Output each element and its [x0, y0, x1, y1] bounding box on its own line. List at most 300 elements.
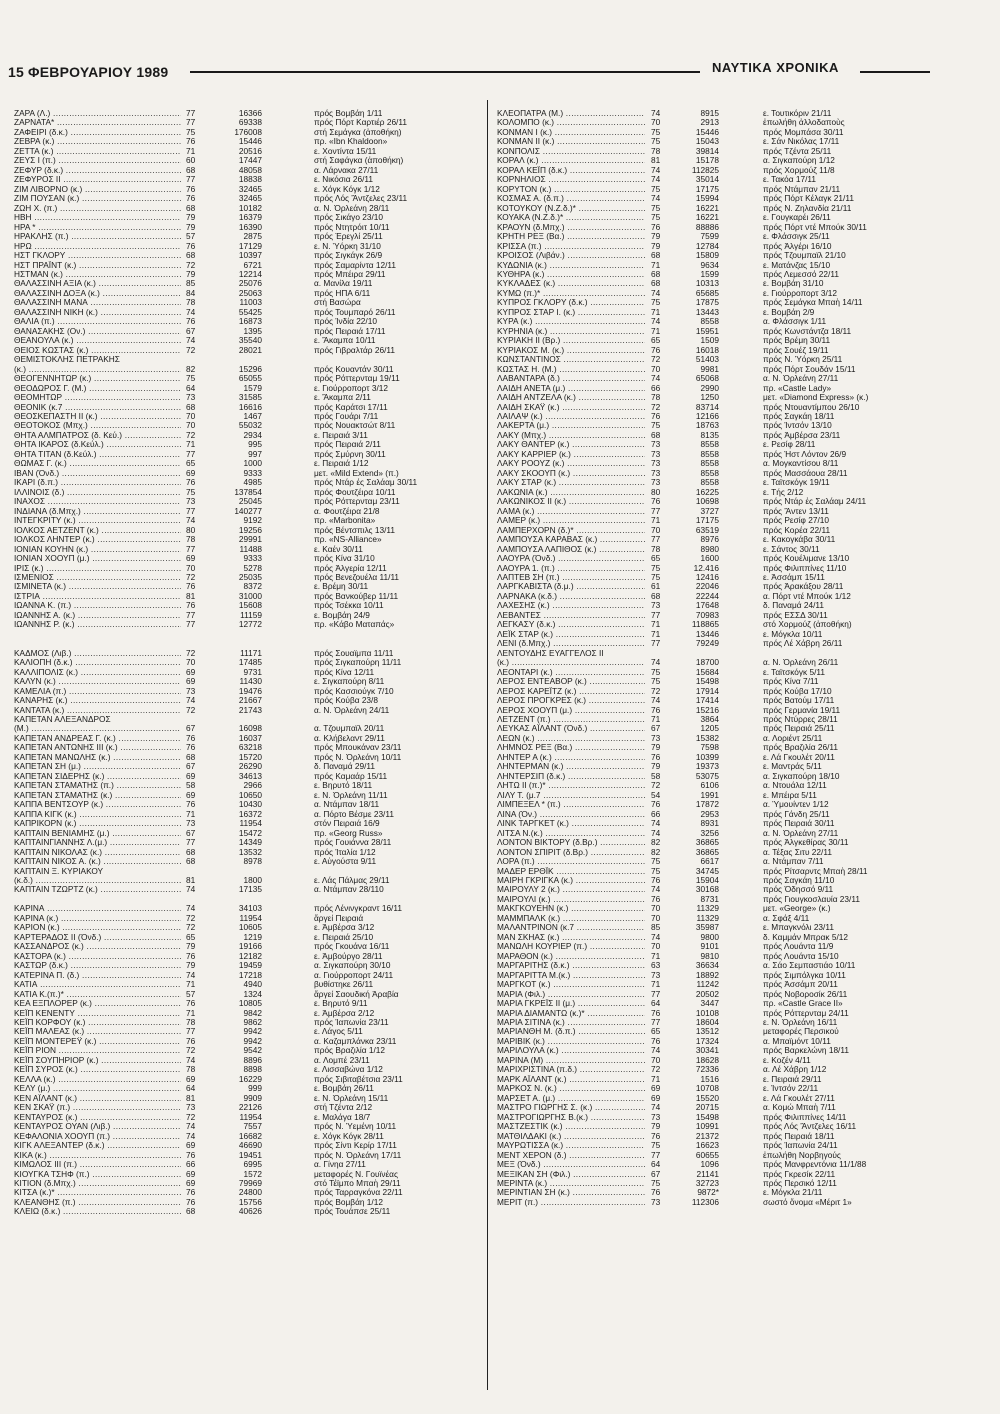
ship-name: ΘΕΟΓΕΝΝΗΤΩΡ (κ.) ..... — [14, 374, 181, 383]
tonnage: 16366 — [238, 108, 262, 118]
ship-name: ΜΕΡΙΝΤΙΑΝ ΣΗ (κ.) ..... — [497, 1188, 645, 1197]
tonnage: 53075 — [695, 770, 719, 781]
ship-status: ε. Ἀμβέρσα 3/12 — [314, 922, 375, 933]
ship-status: ἄργεί Σαουδική Ἀραβία — [314, 988, 399, 999]
ship-name: ΚΙΜΩΛΟΣ III (π.) ..... — [14, 1160, 181, 1169]
tonnage: 35014 — [695, 174, 719, 185]
ship-status: ε. Τής 2/12 — [763, 486, 804, 497]
ship-status: πρός Ντύρρες 28/11 — [763, 714, 838, 724]
tonnage: 10397 — [238, 250, 262, 261]
ship-status: πρός Σαγκάη 11/10 — [763, 874, 835, 885]
ship-status: πρός Λός Ἄντζελες 16/11 — [763, 1121, 857, 1132]
tonnage: 26290 — [238, 761, 262, 772]
tonnage: 17872 — [695, 799, 719, 810]
ship-name: ΘΕΟΔΩΡΟΣ Γ. (Μ.) ..... — [14, 384, 181, 393]
ship-name: ΚΟΝΜΑΝ II (κ.) ..... — [497, 137, 645, 146]
publication-title: ΝΑΥΤΙΚΑ ΧΡΟΝΙΚΑ — [712, 60, 839, 75]
ship-name: ΚΥΘΗΡΑ (κ.) ..... — [497, 270, 645, 279]
ship-name: ΜΑΡΙΑΝΘΗ Μ. (δ.π.) ..... — [497, 1027, 645, 1036]
tonnage: 137854 — [234, 486, 262, 497]
build-year: 71 — [651, 628, 661, 639]
tonnage: 18700 — [695, 657, 719, 668]
tonnage: 11159 — [240, 609, 262, 620]
ship-status: ε. Βρέμη 30/11 — [314, 581, 369, 592]
ship-status: μετ. «Diamond Express» (κ.) — [763, 392, 869, 403]
ship-name: ΜΑΝ ΣΚΗΑΣ (κ.) ..... — [497, 933, 645, 942]
tonnage: 15446 — [695, 126, 719, 137]
build-year: 76 — [186, 477, 196, 488]
ship-name: ΚΕΪΠ ΜΑΛΕΑΣ (κ.) ..... — [14, 1027, 181, 1036]
ship-status: πρός Βομβάη 1/11 — [314, 108, 383, 118]
tonnage: 7599 — [700, 231, 719, 242]
ship-name: ΛΑΙΔΗ ΑΝΤΖΕΛΑ (κ.) ..... — [497, 393, 645, 402]
tonnage: 16390 — [238, 221, 262, 232]
ship-status: α. Μογκαντίσου 8/11 — [763, 458, 839, 469]
build-year: 70 — [186, 562, 196, 573]
ship-status: ε. Βομβάη 24/9 — [314, 609, 370, 620]
build-year: 68 — [651, 250, 661, 261]
ship-name: ΛΑΚΥ ΣΚΟΟΥΠ (κ.) ..... — [497, 469, 645, 478]
ship-name: ΜΑΡΙΑ (Φιλ.) ..... — [497, 990, 645, 999]
ship-name: ΚΟΡΑΛ ΚΕΪΠ (δ.κ.) ..... — [497, 166, 645, 175]
ship-status: πρός Τζέντα 25/11 — [763, 145, 832, 156]
tonnage: 118865 — [691, 619, 719, 630]
tonnage: 30168 — [695, 884, 719, 895]
ship-name: ΚΥΜΩ (π.)* ..... — [497, 289, 645, 298]
ship-name: ΚΙΟΥΓΚΑ ΤΣΗΦ (π.) ..... — [14, 1170, 181, 1179]
ship-status: πρός Γερμανία 19/11 — [763, 704, 841, 715]
ship-name: ΘΕΟΜΗΤΩΡ ..... — [14, 393, 181, 402]
ship-name: ΜΑΛΑΝΤΡΙΝΟΝ (κ.7 ..... — [497, 923, 645, 932]
ship-status: πρός Γουιάννα 28/11 — [314, 837, 392, 848]
ship-name: ΖΩΗ Χ. (π.) ..... — [14, 204, 181, 213]
tonnage: 34613 — [238, 770, 262, 781]
build-year: 77 — [186, 837, 196, 848]
build-year: 76 — [186, 732, 196, 743]
tonnage: 11171 — [240, 647, 262, 658]
ship-name: ΜΑΡΙΒΙΚ (κ.) ..... — [497, 1037, 645, 1046]
tonnage: 6617 — [700, 856, 719, 867]
build-year: 82 — [651, 846, 661, 857]
tonnage: 34745 — [695, 865, 719, 876]
ship-status: μετ. «Mild Extend» (π.) — [314, 467, 399, 478]
build-year: 73 — [186, 1102, 196, 1113]
ship-status: ε. Ἀμβέρσα 2/12 — [314, 1007, 375, 1018]
ship-name: ΚΕΝΤΑΥΡΟΣ ΟΥΑΝ (Λιβ.) ..... — [14, 1122, 181, 1131]
ship-status: πρός Ρόττερνταμ 23/11 — [314, 496, 400, 507]
tonnage: 25076 — [238, 278, 262, 289]
build-year: 80 — [186, 524, 196, 535]
tonnage: 8558 — [700, 316, 719, 327]
ship-name: ΘΑΛΑΣΣΙΝΗ ΜΑΝΑ ..... — [14, 298, 181, 307]
tonnage: 32465 — [238, 193, 262, 204]
ship-status: πρός Ἰταλία 1/12 — [314, 846, 376, 857]
ship-name: ΜΑΡΙΑ ΣΙΤΙΝΑ (κ.) ..... — [497, 1018, 645, 1027]
tonnage: 8558 — [700, 448, 719, 459]
ship-entry — [14, 706, 474, 715]
ship-status: ε. Λά Γκουλέτ 20/11 — [763, 751, 835, 762]
ship-status: ε. Λισσαβώνα 1/12 — [314, 1064, 383, 1075]
ship-name: ΖΑΡΝΑΤΑ* ..... — [14, 118, 181, 127]
ship-status: δ. Καμμάν Μπρακ 5/12 — [763, 931, 849, 942]
build-year: 78 — [186, 534, 196, 545]
build-year: 70 — [651, 941, 661, 952]
tonnage: 8558 — [700, 467, 719, 478]
ship-status: πρός Σιβιταβέτσια 23/11 — [314, 1073, 403, 1084]
build-year: 82 — [186, 363, 196, 374]
tonnage: 17175 — [695, 183, 719, 194]
ship-status: στή Βασώρα — [314, 297, 361, 308]
build-year: 68 — [186, 250, 196, 261]
ship-status: πρός Σαγκάη 18/11 — [763, 411, 835, 421]
tonnage: 112825 — [691, 164, 719, 175]
ship-name: ΜΑΔΕΡ ΕΡΘΪΚ ..... — [497, 867, 645, 876]
ship-name: ΜΑΣΤΡΟ ΓΙΩΡΓΗΣ Σ. (κ.) ..... — [497, 1103, 645, 1112]
ship-name: ΚΕΪΠ ΚΟΡΦΟΥ (κ.) ..... — [14, 1018, 181, 1027]
ship-entry — [497, 639, 937, 648]
tonnage: 6995 — [243, 1159, 262, 1170]
tonnage: 19451 — [238, 1149, 262, 1160]
tonnage: 10182 — [238, 202, 262, 213]
build-year: 85 — [186, 278, 196, 289]
ship-name: ΜΑΝΩΛΗ ΚΟΥΡΙΕΡ (π.) ..... — [497, 942, 645, 951]
ship-name: ΚΑΠΤΑΙΝ ΝΙΚΟΛΑΣ (κ.) ..... — [14, 848, 181, 857]
build-year: 74 — [651, 316, 661, 327]
ship-status: ε. Χόγκ Κόγκ 1/12 — [314, 183, 380, 194]
ship-name: ΖΑΦΕΙΡΙ (δ.κ.) ..... — [14, 128, 181, 137]
ship-name: ΚΕΝΤΑΥΡΟΣ (κ.) ..... — [14, 1113, 181, 1122]
tonnage: 9333 — [243, 467, 262, 478]
build-year: 71 — [651, 306, 661, 317]
ship-name: ΜΑΡΓΑΡΙΤΗΣ (δ.κ.) ..... — [497, 961, 645, 970]
ship-name: ΙΝΤΕΓΚΡΙΤΥ (κ.) ..... — [14, 516, 181, 525]
tonnage: 17485 — [238, 657, 262, 668]
tonnage: 8980 — [700, 543, 719, 554]
ship-name: ΘΕΙΟΣ ΚΩΣΤΑΣ (κ.) ..... — [14, 346, 181, 355]
tonnage: 17875 — [695, 297, 719, 308]
tonnage: 72336 — [695, 1064, 719, 1075]
ship-status: α. Ὑμουίντεν 1/12 — [763, 799, 829, 810]
build-year: 70 — [651, 903, 661, 914]
build-year: 77 — [651, 609, 661, 620]
ship-name: ΚΟΡΥΤΟΝ (κ.) ..... — [497, 185, 645, 194]
ship-name: ΚΑΛΛΙΠΟΛΙΣ (κ.) ..... — [14, 668, 181, 677]
build-year: 70 — [651, 363, 661, 374]
ship-name: ΙΒΑΝ (Ὀνδ.) ..... — [14, 469, 181, 478]
tonnage: 8931 — [700, 818, 719, 829]
build-year: 76 — [651, 1035, 661, 1046]
tonnage: 65068 — [695, 373, 719, 384]
ship-status: πρός Λός Ἄντζελες 23/11 — [314, 193, 408, 204]
ship-status: α. Ντάμπαν 18/11 — [314, 799, 380, 810]
build-year: 81 — [186, 1092, 196, 1103]
ship-status: α. Κλήβελαντ 29/11 — [314, 732, 385, 743]
tonnage: 10108 — [695, 1007, 719, 1018]
ship-status: ε. Βηρυτό 9/11 — [314, 998, 368, 1009]
ship-status: πρός Κούβα 23/8 — [314, 695, 378, 706]
build-year: 75 — [651, 666, 661, 677]
ship-status: ε. Τουτικόριν 21/11 — [763, 108, 832, 118]
tonnage: 21667 — [238, 695, 262, 706]
tonnage: 88886 — [695, 221, 719, 232]
ship-status: πρός Ρόττερνταμ 19/11 — [314, 373, 400, 384]
ship-status: πρός Ἀρακάξου 28/11 — [763, 581, 844, 592]
ship-name: ΜΑΤΘΙΛΔΑΚΙ (κ.) ..... — [497, 1132, 645, 1141]
ship-name: ΛΑΚΥ ΚΑΡΡΙΕΡ (κ.) ..... — [497, 450, 645, 459]
build-year: 68 — [651, 429, 661, 440]
ship-status: α. Τζουμπαϊλ 20/11 — [314, 723, 385, 734]
ship-status: α. Μανίλα 19/11 — [314, 278, 373, 289]
ship-name: ΚΑΠΕΤΑΝ ΜΑΝΩΛΗΣ (κ.) ..... — [14, 753, 181, 762]
tonnage: 40626 — [238, 1206, 262, 1217]
ship-name: ΚΑΠΠΑ ΒΕΝΤΣΟΥΡ (κ.) ..... — [14, 800, 181, 809]
ship-status: πρός Πόρτ Σουδάν 15/11 — [763, 363, 856, 374]
tonnage: 21743 — [238, 704, 262, 715]
build-year: 79 — [186, 221, 196, 232]
tonnage: 17648 — [695, 600, 719, 611]
build-year: 74 — [186, 695, 196, 706]
tonnage: 60655 — [695, 1149, 719, 1160]
build-year: 74 — [651, 164, 661, 175]
build-year: 74 — [186, 306, 196, 317]
ship-name: ΜΕΡΙΤ (π.) ..... — [497, 1198, 645, 1207]
ship-name: ΚΑΠΤΑΙΝ Ξ. ΚΥΡΙΑΚΟΥ — [14, 866, 104, 876]
build-year: 79 — [186, 941, 196, 952]
ship-status: α. Γίνηα 27/11 — [314, 1159, 366, 1170]
tonnage: 1599 — [700, 268, 719, 279]
tonnage: 17175 — [695, 515, 719, 526]
tonnage: 11242 — [696, 979, 719, 990]
ship-name: ΛΑΙΔΗ ΣΚΑΫ (κ.) ..... — [497, 403, 645, 412]
ship-status: πρός Κίνα 31/10 — [314, 553, 375, 564]
ship-name: (Μ.) ..... — [14, 724, 181, 733]
ship-name: ΚΥΔΩΝΙΑ (κ.) ..... — [497, 261, 645, 270]
ship-name: ΚΟΝΜΑΝ I (κ.) ..... — [497, 128, 645, 137]
ship-name: ΛΟΝΤΟΝ ΒΙΚΤΟΡΥ (δ.Βρ.) ..... — [497, 838, 645, 847]
build-year: 74 — [651, 1045, 661, 1056]
build-year: 71 — [186, 145, 196, 156]
tonnage: 17914 — [695, 685, 719, 696]
tonnage: 11954 — [239, 912, 262, 923]
ship-name: ΘΗΤΑ ΤΙΤΑΝ (δ.Κεύλ.) ..... — [14, 450, 181, 459]
ship-status: α. Σάο Σεμπαστιάο 10/11 — [763, 960, 856, 971]
build-year: 69 — [186, 1073, 196, 1084]
ship-name: ΖΕΥΣ I (π.) ..... — [14, 156, 181, 165]
tonnage: 16682 — [238, 1130, 262, 1141]
ship-status: πρός Ταρραγκόνα 22/11 — [314, 1187, 403, 1198]
ship-name: ΛΑΚΥ ΣΤΑΡ (κ.) ..... — [497, 478, 645, 487]
ship-status: πρός Σικάγο 23/10 — [314, 212, 384, 223]
build-year: 70 — [651, 1054, 661, 1065]
build-year: 76 — [186, 193, 196, 204]
ship-status: πρός Λέ Χάβρη 26/11 — [763, 638, 843, 649]
tonnage: 25063 — [238, 287, 262, 298]
tonnage: 15756 — [238, 1196, 262, 1207]
build-year: 68 — [186, 1206, 196, 1217]
ship-name: ΚΩΣΤΑΣ Η. (Μ.) ..... — [497, 365, 645, 374]
ship-status: πρός Χορμούζ 11/8 — [763, 164, 835, 175]
ship-status: πρός Νοβοροσίκ 26/11 — [763, 988, 848, 999]
build-year: 72 — [651, 780, 661, 791]
ship-status: πρός Πόρτ ντέ Μπούκ 30/11 — [763, 221, 867, 232]
build-year: 68 — [186, 856, 196, 867]
tonnage: 79249 — [695, 638, 719, 649]
tonnage: 8558 — [700, 439, 719, 450]
build-year: 79 — [651, 1121, 661, 1132]
tonnage: 112306 — [691, 1196, 719, 1207]
ship-name: ΚΟΝΠΟΛΙΣ ..... — [497, 147, 645, 156]
ship-status: πρός Βομβάη 1/12 — [314, 1196, 383, 1207]
ship-status: α. Ντουάλα 12/11 — [763, 780, 827, 791]
ship-name: ΚΟΛΟΜΠΟ (κ.) ..... — [497, 118, 645, 127]
build-year: 85 — [651, 922, 661, 933]
ship-status: πρός Ἐρεγλί 25/11 — [314, 231, 383, 242]
tonnage: 12416 — [695, 571, 719, 582]
tonnage: 16229 — [238, 1073, 262, 1084]
build-year: 74 — [651, 931, 661, 942]
ship-name: ΚΙΓΚ ΑΛΕΞΑΝΤΕΡ (δ.κ.) ..... — [14, 1141, 181, 1150]
ship-status: α. Ντάμπαν 28/110 — [314, 884, 384, 895]
build-year: 74 — [186, 1054, 196, 1065]
tonnage: 16379 — [238, 212, 262, 223]
ship-status: ε. Τακόα 17/11 — [763, 174, 817, 185]
ship-name: ΚΥΠΡΟΣ ΣΤΑΡ I. (κ.) ..... — [497, 308, 645, 317]
ship-name: ΚΑΠΤΑΙΝΓΙΑΝΝΗΣ Λ.(μ.) ..... — [14, 838, 181, 847]
build-year: 79 — [651, 742, 661, 753]
ship-name: ΚΟΡΝΗΛΙΟΣ ..... — [497, 175, 645, 184]
ship-name: ΘΑΛΑΣΣΙΝΗ ΑΞΙΑ (κ.) ..... — [14, 279, 181, 288]
ship-name: ΛΙΤΣΑ Ν.(κ.) ..... — [497, 829, 645, 838]
ship-status: α. Κομώ Μπαὴ 7/11 — [763, 1102, 836, 1113]
build-year: 57 — [186, 231, 196, 242]
ship-status: πρός Κουέλιμανε 13/10 — [763, 553, 850, 564]
tonnage: 6106 — [700, 780, 719, 791]
build-year: 73 — [651, 1111, 661, 1122]
build-year: 71 — [186, 1007, 196, 1018]
build-year: 58 — [651, 770, 661, 781]
ship-status: πρ. «Κάβο Ματαπάς» — [314, 619, 395, 630]
ship-name: ΛΑΡΝΑΚΑ (κ.δ.) ..... — [497, 592, 645, 601]
build-year: 71 — [651, 714, 661, 724]
build-year: 74 — [186, 884, 196, 895]
ship-name: ΚΑΠΕΤΑΝ ΑΝΤΩΝΗΣ III (κ.) ..... — [14, 743, 181, 752]
ship-name: ΚΩΝΣΤΑΝΤΙΝΟΣ ..... — [497, 355, 645, 364]
tonnage: 1600 — [700, 553, 719, 564]
build-year: 74 — [186, 515, 196, 526]
tonnage: 39814 — [695, 145, 719, 156]
ship-status: πρός Φιλιππίνες 14/11 — [763, 1111, 847, 1122]
tonnage: 21141 — [696, 1168, 719, 1179]
ship-status: πρός Βατούμ 17/11 — [763, 695, 835, 706]
build-year: 74 — [651, 108, 661, 118]
tonnage: 46690 — [238, 1140, 262, 1151]
ship-status: πρός Μπέιρα 29/11 — [314, 268, 386, 279]
tonnage: 55425 — [238, 306, 262, 317]
ship-status: πρός Καράτσι 17/11 — [314, 401, 388, 412]
tonnage: 65685 — [695, 287, 719, 298]
tonnage: 3256 — [700, 827, 719, 838]
build-year: 73 — [651, 969, 661, 980]
ship-status: πρός Μπουκάναν 23/11 — [314, 742, 402, 753]
ship-name: ΜΑΥΡΩΤΙΣΣΑ (κ.) ..... — [497, 1141, 645, 1150]
build-year: 72 — [651, 401, 661, 412]
ship-status: α. Ντάμπαν 7/11 — [763, 856, 824, 867]
build-year: 65 — [651, 335, 661, 346]
tonnage: 15382 — [695, 732, 719, 743]
tonnage: 70983 — [695, 609, 719, 620]
ship-status: ε. Βομβάη 26/11 — [314, 1083, 374, 1094]
ship-status: πρός Σουέζ 19/11 — [763, 344, 829, 355]
ship-name: ΚΑΝΤΑΤΑ (κ.) ..... — [14, 706, 181, 715]
tonnage: 15684 — [695, 666, 719, 677]
ship-status: πρός Λεμεσσό 22/11 — [763, 268, 839, 279]
build-year: 77 — [186, 505, 196, 516]
ship-name: ΚΙΤΣΑ (κ.)* ..... — [14, 1188, 181, 1197]
build-year: 75 — [651, 676, 661, 687]
tonnage: 16616 — [238, 401, 262, 412]
ship-status: πρός Ἰνδία 22/10 — [314, 316, 377, 327]
tonnage: 16873 — [238, 316, 262, 327]
build-year: 76 — [651, 893, 661, 904]
ship-name: ΛΑΜΠΟΥΣΑ ΚΑΡΑΒΑΣ (κ.) ..... — [497, 535, 645, 544]
tonnage: 15043 — [695, 136, 719, 147]
build-year: 68 — [186, 164, 196, 175]
ship-status: πρός Μασσάουα 28/11 — [763, 467, 848, 478]
build-year: 61 — [651, 581, 661, 592]
build-year: 76 — [186, 998, 196, 1009]
build-year: 58 — [186, 780, 196, 791]
ship-status: πρός Ντουαντίμπου 26/10 — [763, 401, 860, 412]
tonnage: 63218 — [238, 742, 262, 753]
ship-status: ε. Λάς Πάλμας 29/11 — [314, 874, 390, 885]
ship-name: ΚΑΣΤΟΡΑ (κ.) ..... — [14, 952, 181, 961]
ship-status: α. Σφάξ 4/11 — [763, 912, 810, 923]
ship-status: πρός Πόρτ Καρτιέρ 26/11 — [314, 117, 407, 128]
tonnage: 10805 — [238, 998, 262, 1009]
ship-name: ΛΑΜΠΟΥΣΑ ΛΑΠΙΘΟΣ (κ.) ..... — [497, 545, 645, 554]
tonnage: 1096 — [700, 1159, 719, 1170]
ship-status: ε. Μαντράς 5/11 — [763, 761, 822, 772]
ship-name: ΙΚΑΡΙ (δ.π.) ..... — [14, 478, 181, 487]
build-year: 67 — [186, 723, 196, 734]
ship-name: ΘΗΤΑ ΑΛΜΠΑΤΡΟΣ (δ. Κεύ.) ..... — [14, 431, 181, 440]
tonnage: 15994 — [695, 193, 719, 204]
ship-name: ΚΟΣΜΑΣ Α. (δ.π.) ..... — [497, 194, 645, 203]
ship-status: πρός Σαμαρίντα 12/11 — [314, 259, 396, 270]
ship-status: πρός Καμαάρ 15/11 — [314, 770, 388, 781]
ship-name: ΚΑΠΡΙΚΟΡΝ (κ.) ..... — [14, 819, 181, 828]
ship-status: α. Σιγκαπούρη 18/10 — [763, 770, 840, 781]
tonnage: 28021 — [238, 344, 262, 355]
build-year: 76 — [186, 316, 196, 327]
ship-name: ΛΟΝΤΟΝ ΣΠΙΡΙΤ (δ.Βρ.) ..... — [497, 848, 645, 857]
ship-status: πρός Φουτζέιρα 10/11 — [314, 486, 396, 497]
ship-status: ε. Βηρυτό 18/11 — [314, 780, 373, 791]
ship-name: ΚΑΡΙΝΑ ..... — [14, 904, 181, 913]
tonnage: 15608 — [238, 600, 262, 611]
ship-name: ΜΑΣΤΖΕΣΤΙΚ (κ.) ..... — [497, 1122, 645, 1131]
tonnage: 16372 — [238, 808, 262, 819]
ship-name: ΗΣΤ ΓΚΛΟΡΥ ..... — [14, 251, 181, 260]
tonnage: 9909 — [243, 1092, 262, 1103]
build-year: 64 — [186, 382, 196, 393]
tonnage: 10698 — [695, 496, 719, 507]
build-year: 68 — [651, 268, 661, 279]
ship-name: ΛΕΪΚ ΣΤΑΡ (κ.) ..... — [497, 630, 645, 639]
build-year: 74 — [651, 818, 661, 829]
tonnage: 9842 — [243, 1007, 262, 1018]
ship-status: πρός Ἀλγερία 12/11 — [314, 562, 387, 573]
